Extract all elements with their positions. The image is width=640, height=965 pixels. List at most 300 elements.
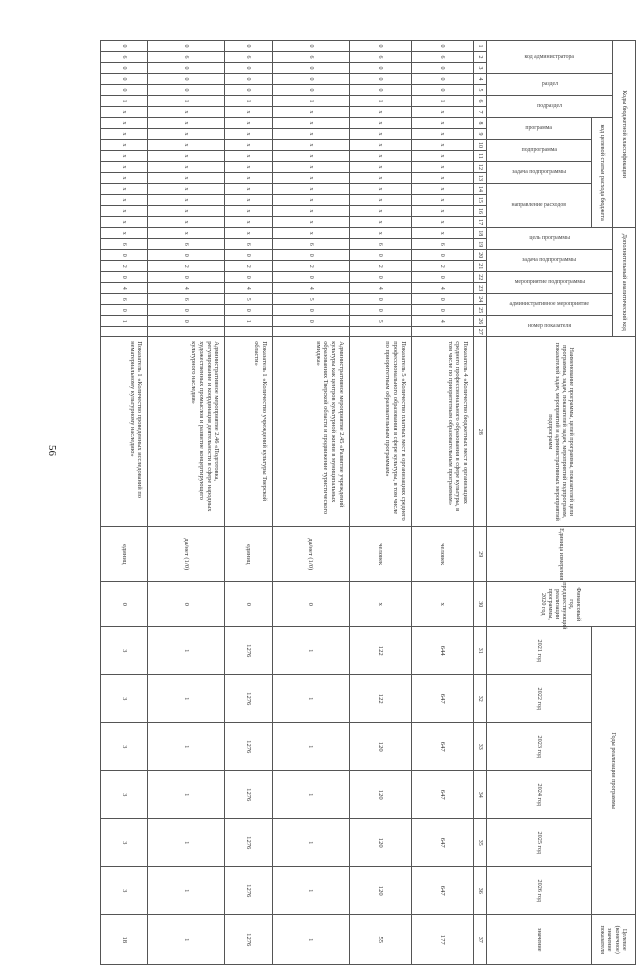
column-number: 9	[474, 129, 487, 140]
row-target-value: 1	[272, 915, 349, 965]
row-base-value: 0	[148, 582, 225, 627]
row-year-value: 3	[101, 867, 148, 915]
code-cell: x	[349, 195, 411, 206]
code-cell	[411, 327, 473, 337]
code-cell: 0	[349, 85, 411, 96]
code-cell: x	[148, 140, 225, 151]
code-cell: 1	[272, 96, 349, 107]
code-cell: 0	[349, 305, 411, 316]
code-cell: 0	[411, 74, 473, 85]
row-year-value: 120	[349, 723, 411, 771]
row-base-value: х	[411, 582, 473, 627]
code-cell: x	[349, 129, 411, 140]
row-year-value: 1	[272, 819, 349, 867]
target-article-subheader	[487, 140, 592, 162]
code-cell: x	[349, 184, 411, 195]
column-number: 36	[474, 867, 487, 915]
code-cell: x	[101, 118, 148, 129]
code-cell: x	[101, 129, 148, 140]
code-cell: 0	[101, 305, 148, 316]
table-row	[272, 41, 349, 965]
column-number: 28	[474, 337, 487, 527]
code-cell: 0	[101, 272, 148, 283]
code-cell: 1	[225, 316, 272, 327]
row-year-value: 1	[272, 627, 349, 675]
row-year-value: 1276	[225, 819, 272, 867]
target-article-label: направление расходов	[511, 202, 567, 209]
row-year-value: 1	[148, 867, 225, 915]
row-year-value: 1	[148, 723, 225, 771]
code-cell	[225, 327, 272, 337]
row-name: Показатель 5 «Количество платных мест в организациях среднего профессионального образования в сфере культуры, в том числе по приоритетным образовательным программам»	[349, 337, 411, 527]
name-header: Наименование программы, целей программы, показателей цели программы, задач, показателей задач, мероприятий подпрограмм, показателей задач, мероприятий и административных мероприятий подпрограмм	[487, 337, 636, 527]
code-cell: 0	[148, 305, 225, 316]
code-cell: x	[225, 107, 272, 118]
page-number: 56	[46, 445, 58, 456]
target-article-label: задача подпрограммы	[512, 169, 566, 176]
row-name: Административное мероприятие 2.45 «Развитие учреждений культуры как центров культурной жизни в муниципальных образованиях Тверской области и продвижение туристического имиджа»	[272, 337, 349, 527]
column-number: 6	[474, 96, 487, 107]
row-year-value: 1	[148, 627, 225, 675]
column-number: 13	[474, 173, 487, 184]
extra-code-header	[487, 228, 613, 250]
row-year-value: 120	[349, 819, 411, 867]
row-target-value: 18	[101, 915, 148, 965]
code-col-label: код администратора	[524, 53, 575, 60]
code-col-label-wrap	[487, 74, 612, 95]
code-cell: 0	[225, 63, 272, 74]
row-unit: человек	[411, 527, 473, 582]
row-year-value: 3	[101, 675, 148, 723]
code-col-header	[487, 74, 613, 96]
code-cell: x	[225, 173, 272, 184]
code-cell: x	[349, 217, 411, 228]
code-cell: 2	[225, 261, 272, 272]
code-cell: 0	[225, 74, 272, 85]
row-year-value: 3	[101, 771, 148, 819]
code-cell: 6	[272, 52, 349, 63]
target-article-subheader	[487, 184, 592, 228]
code-cell: 0	[101, 63, 148, 74]
extra-code-label-wrap	[487, 228, 612, 249]
year-header: 2022 год	[487, 675, 592, 723]
code-cell: x	[148, 118, 225, 129]
extra-code-header	[487, 316, 613, 337]
code-cell: x	[411, 173, 473, 184]
code-col-label: раздел	[541, 81, 558, 88]
code-cell: x	[411, 217, 473, 228]
code-cell: x	[225, 184, 272, 195]
code-cell: 0	[148, 85, 225, 96]
column-number: 19	[474, 239, 487, 250]
row-year-value: 1	[148, 819, 225, 867]
row-year-value: 1276	[225, 675, 272, 723]
extra-code-label-wrap	[487, 250, 612, 271]
row-year-value: 647	[411, 675, 473, 723]
row-year-value: 647	[411, 771, 473, 819]
extra-code-header	[487, 294, 613, 316]
code-cell: 0	[272, 272, 349, 283]
column-number: 26	[474, 316, 487, 327]
code-cell: 0	[349, 272, 411, 283]
column-number: 29	[474, 527, 487, 582]
code-cell: 6	[148, 239, 225, 250]
column-number: 4	[474, 74, 487, 85]
extra-code-label: номер показателя	[527, 322, 572, 329]
table-row	[148, 41, 225, 965]
row-year-value: 644	[411, 627, 473, 675]
code-cell: x	[349, 118, 411, 129]
code-cell: x	[225, 228, 272, 239]
year-header: 2025 год	[487, 819, 592, 867]
code-cell: 0	[225, 85, 272, 96]
code-col-header	[487, 96, 613, 118]
code-cell: 1	[101, 96, 148, 107]
row-name: Показатель 4 «Количество бюджетных мест в организациях среднего профессионального образования в сфере культуры, в том числе по приоритетным образовательным программам»	[411, 337, 473, 527]
row-year-value: 647	[411, 867, 473, 915]
code-cell: 0	[225, 250, 272, 261]
row-target-value: 1276	[225, 915, 272, 965]
row-unit: да/нет (1/0)	[148, 527, 225, 582]
column-number: 30	[474, 582, 487, 627]
row-year-value: 122	[349, 627, 411, 675]
row-year-value: 1276	[225, 723, 272, 771]
code-cell: x	[411, 151, 473, 162]
code-cell: x	[225, 162, 272, 173]
code-cell: 6	[101, 294, 148, 305]
table-row	[349, 41, 411, 965]
code-cell: 2	[411, 261, 473, 272]
extra-code-label-wrap	[487, 316, 612, 336]
row-target-value: 1	[148, 915, 225, 965]
code-cell: x	[411, 118, 473, 129]
row-unit: да/нет (1/0)	[272, 527, 349, 582]
code-cell: x	[411, 206, 473, 217]
code-col-label-wrap	[487, 41, 612, 73]
target-article-subheader	[487, 118, 592, 140]
extra-code-label: административное мероприятие	[509, 301, 590, 308]
code-cell: 4	[272, 283, 349, 294]
row-target-value: 55	[349, 915, 411, 965]
row-year-value: 120	[349, 867, 411, 915]
row-year-value: 1	[272, 675, 349, 723]
code-cell: x	[225, 118, 272, 129]
code-cell: 0	[272, 85, 349, 96]
code-cell: x	[148, 217, 225, 228]
code-cell: 6	[225, 239, 272, 250]
row-target-value: 177	[411, 915, 473, 965]
row-base-value: 0	[101, 582, 148, 627]
row-base-value: 0	[225, 582, 272, 627]
column-number: 17	[474, 217, 487, 228]
column-number-row	[474, 41, 487, 965]
target-article-header: код целевой статьи расхода бюджета	[592, 118, 613, 228]
code-cell: x	[148, 107, 225, 118]
code-cell: 4	[148, 283, 225, 294]
code-cell: x	[101, 107, 148, 118]
code-cell: x	[272, 184, 349, 195]
code-cell: 0	[148, 74, 225, 85]
code-cell: 0	[225, 41, 272, 52]
code-cell: 0	[272, 74, 349, 85]
row-base-value: х	[349, 582, 411, 627]
code-cell: 0	[225, 305, 272, 316]
code-cell: 0	[272, 41, 349, 52]
code-cell: x	[148, 173, 225, 184]
row-year-value: 1	[148, 675, 225, 723]
code-cell: 0	[411, 272, 473, 283]
code-cell: 4	[225, 283, 272, 294]
code-cell: x	[148, 206, 225, 217]
extra-code-header	[487, 250, 613, 272]
code-cell: 0	[148, 316, 225, 327]
code-cell	[148, 327, 225, 337]
rotated-table-page	[100, 40, 636, 954]
code-cell: 2	[101, 261, 148, 272]
column-number: 16	[474, 206, 487, 217]
year-header: 2024 год	[487, 771, 592, 819]
year-header: 2023 год	[487, 723, 592, 771]
row-year-value: 1	[272, 723, 349, 771]
fin-year-header: Финансовый год, предшествующий реализации программы, 2020 год	[487, 582, 636, 627]
code-cell: 2	[148, 261, 225, 272]
code-cell: 0	[272, 305, 349, 316]
code-cell: 0	[411, 41, 473, 52]
row-year-value: 3	[101, 627, 148, 675]
code-cell: 5	[349, 316, 411, 327]
extra-code-label-wrap	[487, 272, 612, 293]
code-cell: 0	[349, 63, 411, 74]
code-cell: 1	[101, 316, 148, 327]
row-name: Административное мероприятие 2.46 «Подготовка, регулирование и координация деятельности в сфере народных художественных промыслов и развитие концертирующего культурного наследия»	[148, 337, 225, 527]
column-number: 7	[474, 107, 487, 118]
code-col-label-wrap	[487, 96, 612, 117]
code-cell: 1	[411, 96, 473, 107]
column-number: 20	[474, 250, 487, 261]
code-cell: 2	[272, 261, 349, 272]
target-article-label-wrap	[487, 118, 591, 139]
column-number: 34	[474, 771, 487, 819]
budget-codes-header: Коды бюджетной классификации	[613, 41, 636, 228]
year-header: 2021 год	[487, 627, 592, 675]
code-cell: 2	[349, 261, 411, 272]
column-number: 18	[474, 228, 487, 239]
code-cell: x	[101, 228, 148, 239]
code-cell: 6	[411, 239, 473, 250]
row-name: Показатель 1 «Количество учреждений культуры Тверской области»	[225, 337, 272, 527]
row-unit: человек	[349, 527, 411, 582]
extra-codes-header: Дополнительный аналитический код	[613, 228, 636, 337]
code-cell: 0	[411, 85, 473, 96]
code-cell: x	[101, 173, 148, 184]
column-number: 3	[474, 63, 487, 74]
row-year-value: 122	[349, 675, 411, 723]
code-cell: x	[272, 217, 349, 228]
code-cell: 1	[349, 96, 411, 107]
code-cell: x	[272, 228, 349, 239]
column-number: 27	[474, 327, 487, 337]
code-cell: x	[101, 140, 148, 151]
code-cell: 0	[272, 63, 349, 74]
code-cell: x	[272, 140, 349, 151]
row-year-value: 3	[101, 819, 148, 867]
code-cell: 6	[225, 52, 272, 63]
code-cell: 0	[148, 250, 225, 261]
code-cell: x	[148, 228, 225, 239]
code-cell: 6	[349, 239, 411, 250]
code-cell: x	[101, 217, 148, 228]
code-cell: x	[411, 195, 473, 206]
code-cell: x	[411, 228, 473, 239]
code-cell: x	[272, 162, 349, 173]
table-row	[225, 41, 272, 965]
code-cell: 0	[101, 41, 148, 52]
row-year-value: 647	[411, 723, 473, 771]
column-number: 33	[474, 723, 487, 771]
code-cell: 0	[272, 316, 349, 327]
code-cell: x	[225, 195, 272, 206]
code-cell: 6	[411, 52, 473, 63]
code-cell: 0	[148, 63, 225, 74]
row-name: Показатель 1 «Количество проведенных исследований по нематериальному культурному наследию»	[101, 337, 148, 527]
column-number: 37	[474, 915, 487, 965]
code-cell: x	[349, 162, 411, 173]
code-cell: 6	[349, 52, 411, 63]
code-cell: 0	[349, 41, 411, 52]
code-cell	[101, 327, 148, 337]
row-year-value: 1	[148, 771, 225, 819]
target-value-header: Целевое (конечное) значение показателя	[592, 915, 636, 965]
code-cell: x	[272, 206, 349, 217]
code-cell: 6	[101, 52, 148, 63]
row-year-value: 3	[101, 723, 148, 771]
years-group-header: Годы реализации программы	[592, 627, 636, 915]
column-number: 21	[474, 261, 487, 272]
row-year-value: 1	[272, 867, 349, 915]
code-cell: 6	[148, 294, 225, 305]
target-article-label: программа	[525, 125, 553, 132]
target-value-subheader: значение	[487, 915, 592, 965]
code-cell: x	[101, 151, 148, 162]
target-article-label-wrap	[487, 184, 591, 227]
code-cell: x	[349, 228, 411, 239]
code-cell: x	[272, 173, 349, 184]
row-base-value: 0	[272, 582, 349, 627]
code-cell: 0	[148, 272, 225, 283]
code-cell: x	[148, 151, 225, 162]
code-cell: 4	[349, 283, 411, 294]
code-cell: 4	[101, 283, 148, 294]
code-cell: 0	[411, 250, 473, 261]
extra-code-label-wrap	[487, 294, 612, 315]
target-article-label-wrap	[487, 162, 591, 183]
extra-code-label: задача подпрограммы	[522, 257, 577, 264]
row-unit: единиц	[225, 527, 272, 582]
code-cell: 0	[272, 250, 349, 261]
code-cell: x	[272, 129, 349, 140]
table-row	[411, 41, 473, 965]
column-number: 32	[474, 675, 487, 723]
code-cell: x	[148, 184, 225, 195]
code-col-header	[487, 41, 613, 74]
code-cell: x	[411, 140, 473, 151]
code-cell: x	[101, 184, 148, 195]
code-cell	[349, 327, 411, 337]
code-cell: x	[349, 107, 411, 118]
code-cell: x	[101, 162, 148, 173]
extra-code-header	[487, 272, 613, 294]
code-cell: 0	[349, 250, 411, 261]
code-cell: 5	[272, 294, 349, 305]
code-cell: x	[411, 184, 473, 195]
code-cell: x	[411, 107, 473, 118]
code-cell: 5	[225, 294, 272, 305]
target-article-subheader	[487, 162, 592, 184]
code-cell: x	[225, 217, 272, 228]
column-number: 5	[474, 85, 487, 96]
code-cell: 4	[411, 316, 473, 327]
code-cell: x	[349, 206, 411, 217]
code-cell: x	[101, 195, 148, 206]
table-row	[101, 41, 148, 965]
code-cell: x	[349, 173, 411, 184]
code-cell: x	[225, 206, 272, 217]
code-cell: x	[272, 118, 349, 129]
program-indicators-table	[100, 40, 636, 965]
column-number: 12	[474, 162, 487, 173]
code-cell: 6	[272, 239, 349, 250]
code-cell: 0	[349, 294, 411, 305]
code-cell: x	[411, 129, 473, 140]
target-article-label: подпрограмма	[521, 147, 557, 154]
code-cell: 6	[101, 239, 148, 250]
column-number: 31	[474, 627, 487, 675]
code-cell: 0	[148, 41, 225, 52]
code-cell: 0	[225, 272, 272, 283]
code-cell: x	[272, 195, 349, 206]
code-cell: 6	[148, 52, 225, 63]
extra-code-label: мероприятие подпрограммы	[514, 279, 585, 286]
code-cell: 0	[101, 250, 148, 261]
extra-code-label: цель программы	[529, 235, 570, 242]
code-cell: x	[148, 162, 225, 173]
row-year-value: 1276	[225, 627, 272, 675]
code-cell: x	[272, 151, 349, 162]
row-year-value: 647	[411, 819, 473, 867]
code-cell: x	[148, 195, 225, 206]
code-cell: 0	[411, 294, 473, 305]
column-number: 10	[474, 140, 487, 151]
code-cell: x	[272, 107, 349, 118]
column-number: 22	[474, 272, 487, 283]
code-cell: x	[349, 140, 411, 151]
column-number: 2	[474, 52, 487, 63]
code-cell: 0	[411, 63, 473, 74]
code-cell: 4	[411, 283, 473, 294]
column-number: 35	[474, 819, 487, 867]
column-number: 14	[474, 184, 487, 195]
code-cell: x	[225, 140, 272, 151]
row-unit: единиц	[101, 527, 148, 582]
code-cell: 0	[101, 74, 148, 85]
column-number: 1	[474, 41, 487, 52]
code-cell: 1	[148, 96, 225, 107]
code-cell: 0	[101, 85, 148, 96]
code-cell: x	[148, 129, 225, 140]
row-year-value: 1	[272, 771, 349, 819]
code-cell: x	[225, 129, 272, 140]
row-year-value: 120	[349, 771, 411, 819]
